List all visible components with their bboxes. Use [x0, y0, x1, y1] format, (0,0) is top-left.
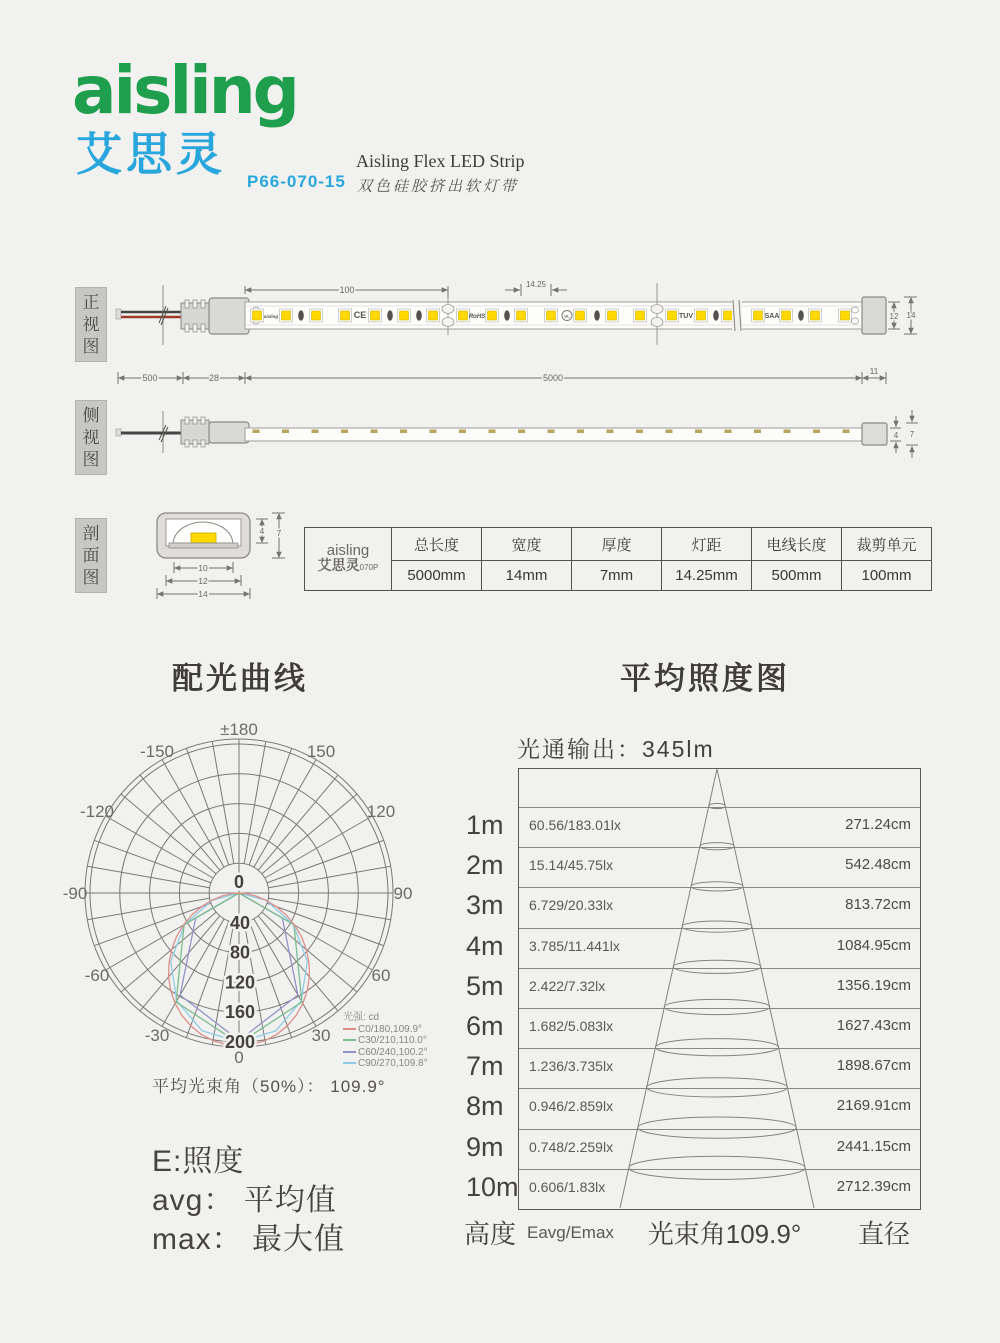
side-view-label: 侧视图 — [75, 400, 107, 475]
eavg-emax-value: 1.682/5.083lx — [529, 1018, 614, 1034]
footer-height-label: 高度 — [464, 1219, 517, 1249]
svg-text:0: 0 — [234, 1048, 244, 1067]
svg-text:30: 30 — [311, 1026, 331, 1045]
svg-text:40: 40 — [229, 912, 251, 933]
legend-color-dash — [343, 1039, 356, 1041]
height-label: 6m — [466, 1011, 504, 1041]
svg-text:-120: -120 — [79, 802, 115, 821]
spec-header-cell: 厚度 — [572, 528, 662, 561]
dim-12-label: 12 — [889, 312, 899, 321]
front-view-label: 正视图 — [75, 287, 107, 362]
dim-12-label: 12 — [198, 576, 208, 586]
diameter-value: 542.48cm — [845, 856, 911, 874]
spec-value-cell: 500mm — [752, 561, 842, 591]
footer-eavg-emax-label: Eavg/Emax — [527, 1223, 614, 1242]
dim-500-label: 500 — [142, 373, 158, 383]
spec-table — [304, 527, 932, 591]
front-view-drawing — [60, 273, 960, 388]
footer-diameter-label: 直径 — [858, 1219, 911, 1249]
dim-7-label: 7 — [909, 430, 915, 439]
height-label: 3m — [466, 890, 504, 921]
end-cap — [862, 423, 887, 445]
svg-text:-90: -90 — [62, 884, 88, 903]
dim-14-label: 14 — [906, 311, 916, 320]
eavg-emax-value: 6.729/20.33lx — [529, 897, 614, 914]
product-subtitle-en: Aisling Flex LED Strip — [356, 151, 525, 171]
spec-header-cell: 总长度 — [392, 528, 482, 561]
diameter-value: 1084.95cm — [836, 936, 911, 954]
diameter-value: 271.24cm — [845, 816, 911, 833]
eavg-emax-value: 2.422/7.32lx — [529, 977, 606, 994]
side-view-drawing — [60, 403, 960, 465]
avg-beam-angle-note: 平均光束角（50%）： 109.9° — [152, 1077, 386, 1096]
svg-text:-150: -150 — [139, 742, 175, 761]
dim-10-label: 10 — [198, 563, 208, 573]
cone-lines — [620, 769, 814, 1208]
diameter-value: 813.72cm — [845, 896, 911, 914]
legend-color-dash — [343, 1062, 356, 1064]
legend-item: C90/270,109.8° — [343, 1058, 428, 1070]
dim-100-label: 100 — [339, 285, 355, 295]
height-label: 2m — [466, 850, 504, 881]
spec-header-cell: 裁剪单元 — [842, 528, 932, 561]
diameter-value: 2712.39cm — [836, 1177, 911, 1195]
left-section-title: 配光曲线 — [172, 661, 308, 696]
eavg-emax-value: 15.14/45.75lx — [529, 857, 614, 874]
model-number: P66-070-15 — [247, 172, 346, 191]
spec-value-cell: 100mm — [842, 561, 932, 591]
height-label: 4m — [466, 930, 504, 961]
svg-text:-60: -60 — [84, 966, 110, 985]
svg-text:±180: ±180 — [220, 720, 258, 739]
brand-logo-cn: 艾思灵 — [76, 128, 226, 180]
spec-logo-cell — [305, 528, 392, 591]
dim-14-25-label: 14.25 — [525, 280, 547, 289]
connector-body — [209, 422, 249, 443]
spec-value-cell: 5000mm — [392, 561, 482, 591]
dim-7-label: 7 — [276, 529, 282, 538]
diameter-value: 1356.19cm — [836, 976, 911, 994]
legend-item: C30/210,110.0° — [343, 1035, 428, 1047]
svg-text:200: 200 — [224, 1032, 256, 1052]
dim-11-label: 11 — [869, 366, 879, 376]
dim-4-label: 4 — [893, 431, 899, 440]
svg-text:UL: UL — [564, 313, 570, 319]
svg-text:TUV: TUV — [679, 313, 693, 320]
height-label: 5m — [466, 970, 504, 1001]
strain-relief — [181, 417, 209, 447]
e-line-1: E:照度 — [152, 1145, 245, 1178]
beam-cone-diagram — [518, 768, 919, 1208]
legend-explanation — [152, 1142, 345, 1259]
height-label: 1m — [466, 810, 504, 840]
footer-beam-angle-label: 光束角109.9° — [647, 1219, 802, 1249]
eavg-emax-value: 1.236/3.735lx — [529, 1058, 614, 1075]
dim-28-label: 28 — [208, 373, 220, 383]
dim-14-label: 14 — [198, 589, 208, 599]
svg-text:CE: CE — [353, 310, 367, 320]
svg-text:120: 120 — [224, 972, 256, 993]
wire-break-mark — [159, 306, 168, 325]
wire-tip — [116, 309, 121, 319]
legend-item: C60/240,100.2° — [343, 1047, 428, 1059]
legend-color-dash — [343, 1051, 356, 1053]
height-label: 10m — [466, 1171, 519, 1202]
svg-text:RoHS: RoHS — [468, 314, 486, 320]
legend-title: 光强: cd — [343, 1012, 380, 1023]
eavg-emax-value: 0.748/2.259lx — [529, 1138, 614, 1155]
spec-value-cell: 14mm — [482, 561, 572, 591]
svg-text:60: 60 — [371, 966, 391, 985]
svg-text:160: 160 — [224, 1002, 256, 1023]
dim-4-label: 4 — [259, 527, 265, 536]
eavg-emax-value: 0.606/1.83lx — [529, 1178, 606, 1195]
eavg-emax-value: 0.946/2.859lx — [529, 1098, 614, 1115]
end-cap — [862, 297, 886, 334]
svg-text:90: 90 — [393, 884, 413, 903]
diameter-value: 1898.67cm — [836, 1057, 911, 1075]
spec-value-cell: 7mm — [572, 561, 662, 591]
spec-logo-en: aisling — [326, 541, 370, 559]
svg-text:150: 150 — [306, 742, 336, 761]
height-label: 8m — [466, 1091, 504, 1122]
brand-logo: aisling — [72, 52, 297, 129]
spec-logo-cn: 艾思灵070P — [317, 556, 379, 573]
dim-bottom — [118, 372, 886, 384]
svg-text:120: 120 — [366, 802, 396, 821]
svg-text:-30: -30 — [144, 1026, 170, 1045]
right-section-title: 平均照度图 — [620, 661, 790, 696]
side-led-chips — [253, 430, 850, 434]
svg-text:aisling: aisling — [263, 314, 279, 319]
diameter-value: 2441.15cm — [836, 1137, 911, 1155]
wire-tip — [116, 429, 121, 436]
svg-text:80: 80 — [229, 942, 251, 963]
height-label: 9m — [466, 1131, 504, 1162]
pcb-base — [169, 543, 238, 548]
e-line-3: max： 最大值 — [152, 1223, 346, 1256]
eavg-emax-value: 3.785/11.441lx — [529, 937, 620, 954]
spec-header-cell: 电线长度 — [752, 528, 842, 561]
flux-output-label: 光通输出：345lm — [517, 736, 715, 762]
spec-header-cell: 宽度 — [482, 528, 572, 561]
spec-header-cell: 灯距 — [662, 528, 752, 561]
legend-color-dash — [343, 1028, 356, 1030]
svg-text:SAA: SAA — [764, 313, 780, 320]
polar-legend — [343, 1012, 428, 1070]
dim-5000-label: 5000 — [542, 373, 564, 383]
led-chip — [191, 533, 216, 543]
diameter-value: 2169.91cm — [836, 1097, 911, 1115]
svg-text:0: 0 — [233, 872, 245, 892]
spec-value-cell: 14.25mm — [662, 561, 752, 591]
product-subtitle-cn: 双色硅胶挤出软灯带 — [357, 179, 520, 195]
legend-item: C0/180,109.9° — [343, 1024, 428, 1036]
e-line-2: avg： 平均值 — [152, 1184, 337, 1217]
diameter-value: 1627.43cm — [836, 1017, 911, 1034]
section-view-label: 剖面图 — [75, 518, 107, 593]
connector-body — [209, 298, 249, 334]
eavg-emax-value: 60.56/183.01lx — [529, 817, 621, 833]
strain-relief — [181, 300, 209, 332]
height-label: 7m — [466, 1051, 504, 1082]
